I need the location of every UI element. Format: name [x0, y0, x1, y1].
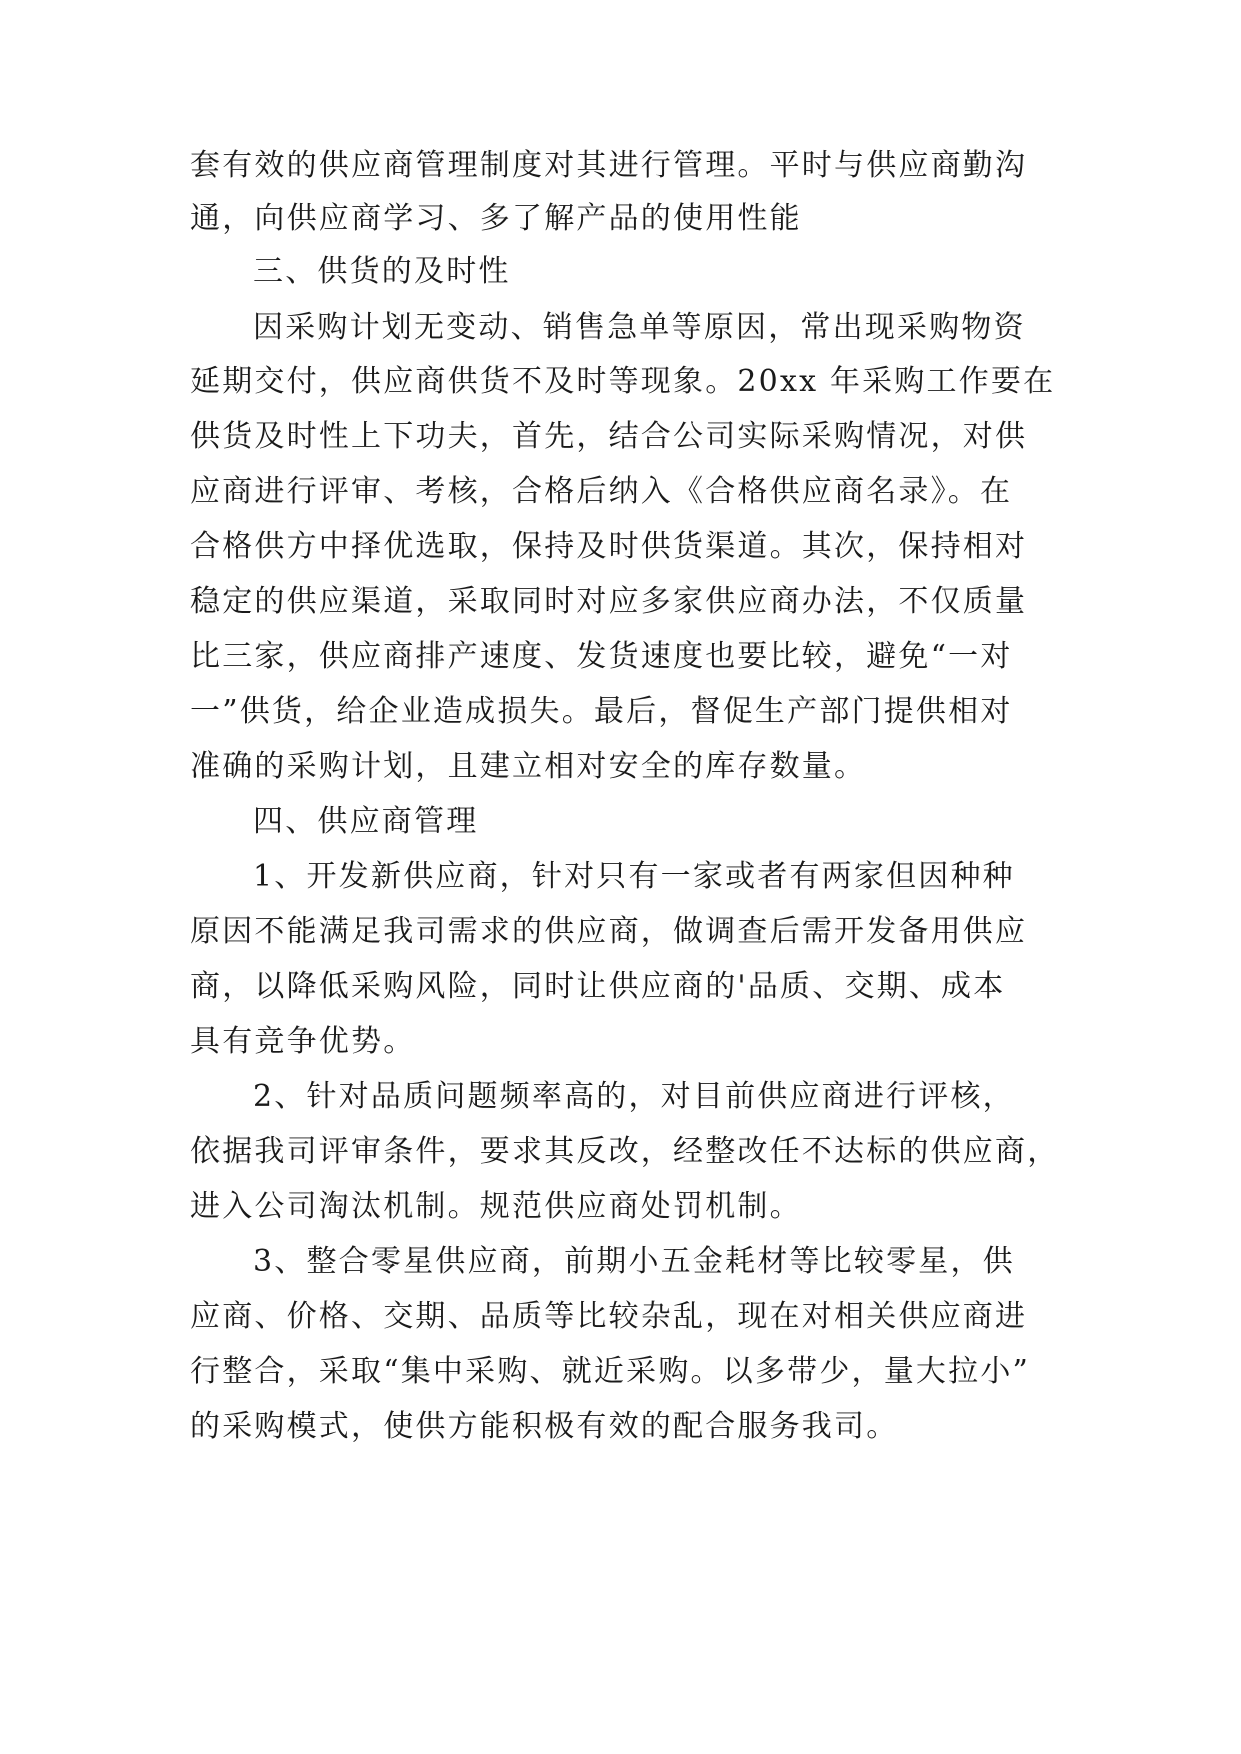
text-line: 稳定的供应渠道，采取同时对应多家供应商办法，不仅质量 — [190, 584, 1028, 619]
text-line: 套有效的供应商管理制度对其进行管理。平时与供应商勤沟 — [190, 148, 1028, 183]
section-heading: 四、供应商管理 — [253, 804, 479, 839]
text-line: 通，向供应商学习、多了解产品的使用性能 — [190, 201, 802, 236]
text-line: 供货及时性上下功夫，首先，结合公司实际采购情况，对供 — [190, 419, 1028, 454]
text-line: 准确的采购计划，且建立相对安全的库存数量。 — [190, 749, 867, 784]
text-line: 依据我司评审条件，要求其反改，经整改任不达标的供应商， — [190, 1134, 1060, 1169]
text-line: 合格供方中择优选取，保持及时供货渠道。其次，保持相对 — [190, 529, 1028, 564]
text-line: 具有竞争优势。 — [190, 1024, 416, 1059]
text-line: 比三家，供应商排产速度、发货速度也要比较，避免“一对 — [190, 639, 1013, 674]
text-line: 应商、价格、交期、品质等比较杂乱，现在对相关供应商进 — [190, 1299, 1028, 1334]
text-line: 原因不能满足我司需求的供应商，做调查后需开发备用供应 — [190, 914, 1028, 949]
text-line: 一”供货，给企业造成损失。最后，督促生产部门提供相对 — [190, 694, 1013, 729]
text-line: 2、针对品质问题频率高的，对目前供应商进行评核， — [253, 1079, 1015, 1114]
text-line: 行整合，采取“集中采购、就近采购。以多带少，量大拉小” — [190, 1354, 1031, 1389]
text-line: 3、整合零星供应商，前期小五金耗材等比较零星，供 — [253, 1244, 1015, 1279]
section-heading: 三、供货的及时性 — [253, 254, 511, 289]
text-line: 因采购计划无变动、销售急单等原因，常出现采购物资 — [253, 310, 1026, 345]
text-line: 1、开发新供应商，针对只有一家或者有两家但因种种 — [253, 859, 1015, 894]
text-line: 进入公司淘汰机制。规范供应商处罚机制。 — [190, 1189, 802, 1224]
text-line: 应商进行评审、考核，合格后纳入《合格供应商名录》。在 — [190, 474, 1013, 509]
text-line: 商，以降低采购风险，同时让供应商的'品质、交期、成本 — [190, 969, 1006, 1004]
text-line: 延期交付，供应商供货不及时等现象。20xx 年采购工作要在 — [190, 364, 1056, 399]
text-line: 的采购模式，使供方能积极有效的配合服务我司。 — [190, 1409, 899, 1444]
